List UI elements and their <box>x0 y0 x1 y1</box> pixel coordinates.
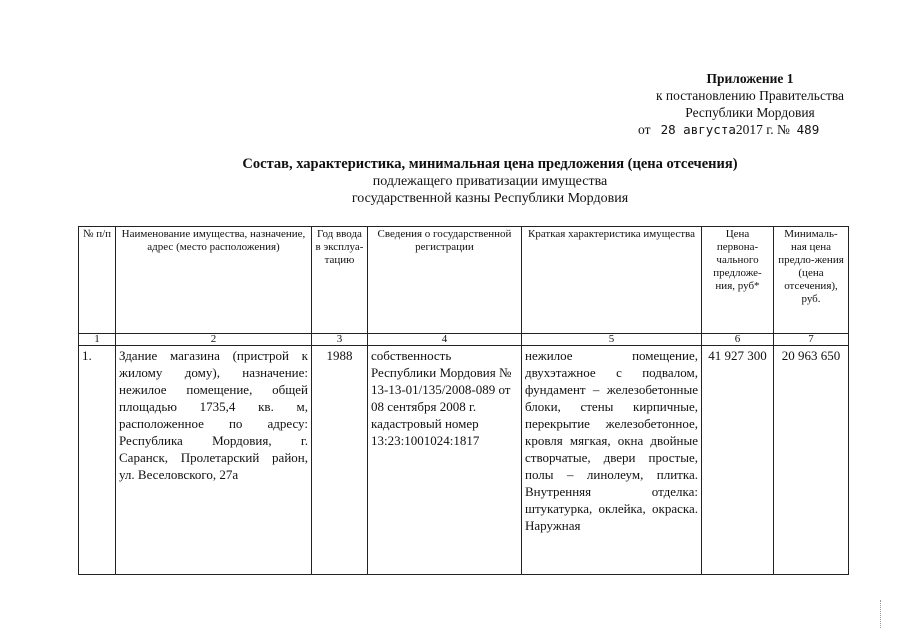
heading-line-3: государственной казны Республики Мордовия <box>351 191 629 206</box>
header-registration: Сведения о государственной регистрации <box>368 227 522 334</box>
property-description: нежилое помещение, двухэтажное с подвалом, фундамент – железобетонные блоки, стены кирпичные, перекрытие железобетонное, кровля мягкая, окна двойные створчатые, двери простые, полы – линолеум, плитка. Внутренняя отделка: штукатурка, оклейка, окраска. Наружная <box>522 346 702 575</box>
document-heading <box>180 156 800 207</box>
property-name-cell <box>116 346 312 575</box>
column-number-row <box>79 334 849 346</box>
min-price: 20 963 650 <box>774 346 849 575</box>
registration-info: собственность Республики Мордовия № 13-13-01/135/2008-089 от 08 сентября 2008 г. кадастровый номер 13:23:1001024:1817 <box>368 346 522 575</box>
column-number: 6 <box>702 334 774 346</box>
table-row <box>79 346 849 575</box>
page-margin-mark <box>880 600 884 628</box>
column-number: 7 <box>774 334 849 346</box>
date-middle: 2017 г. № <box>735 122 790 137</box>
column-number: 4 <box>368 334 522 346</box>
header-year: Год ввода в эксплуа-тацию <box>312 227 368 334</box>
appendix-date-line <box>620 121 880 138</box>
column-number: 5 <box>522 334 702 346</box>
header-name: Наименование имущества, назначение, адрес (место расположения) <box>116 227 312 334</box>
initial-price: 41 927 300 <box>702 346 774 575</box>
date-handwritten: 28 августа <box>660 122 736 137</box>
header-description: Краткая характеристика имущества <box>522 227 702 334</box>
decree-number: 489 <box>796 122 820 137</box>
column-number: 3 <box>312 334 368 346</box>
property-address-last: ул. Веселовского, 27а <box>119 467 239 482</box>
header-min-price: Минималь-ная цена предло-жения (цена отсечения), руб. <box>774 227 849 334</box>
column-number: 1 <box>79 334 116 346</box>
heading-line-2: подлежащего приватизации имущества <box>372 174 608 189</box>
header-number: № п/п <box>79 227 116 334</box>
row-number: 1. <box>79 346 116 575</box>
appendix-title: Приложение 1 <box>706 71 794 86</box>
appendix-block <box>620 70 880 138</box>
property-name: Здание магазина (пристрой к жилому дому), назначение: нежилое помещение, общей площадью 1735,4 кв. м, расположенное по адресу: Республика Мордовия, г. Саранск, Пролетарский район, <box>119 348 308 465</box>
table-header-row <box>79 227 849 334</box>
appendix-line-2: Республики Мордовия <box>685 105 815 120</box>
header-initial-price: Цена первона-чального предложе-ния, руб* <box>702 227 774 334</box>
property-table <box>78 226 849 575</box>
commission-year: 1988 <box>312 346 368 575</box>
heading-title: Состав, характеристика, минимальная цена предложения (цена отсечения) <box>242 156 738 172</box>
date-prefix: от <box>638 122 651 137</box>
appendix-line-1: к постановлению Правительства <box>655 88 845 103</box>
column-number: 2 <box>116 334 312 346</box>
